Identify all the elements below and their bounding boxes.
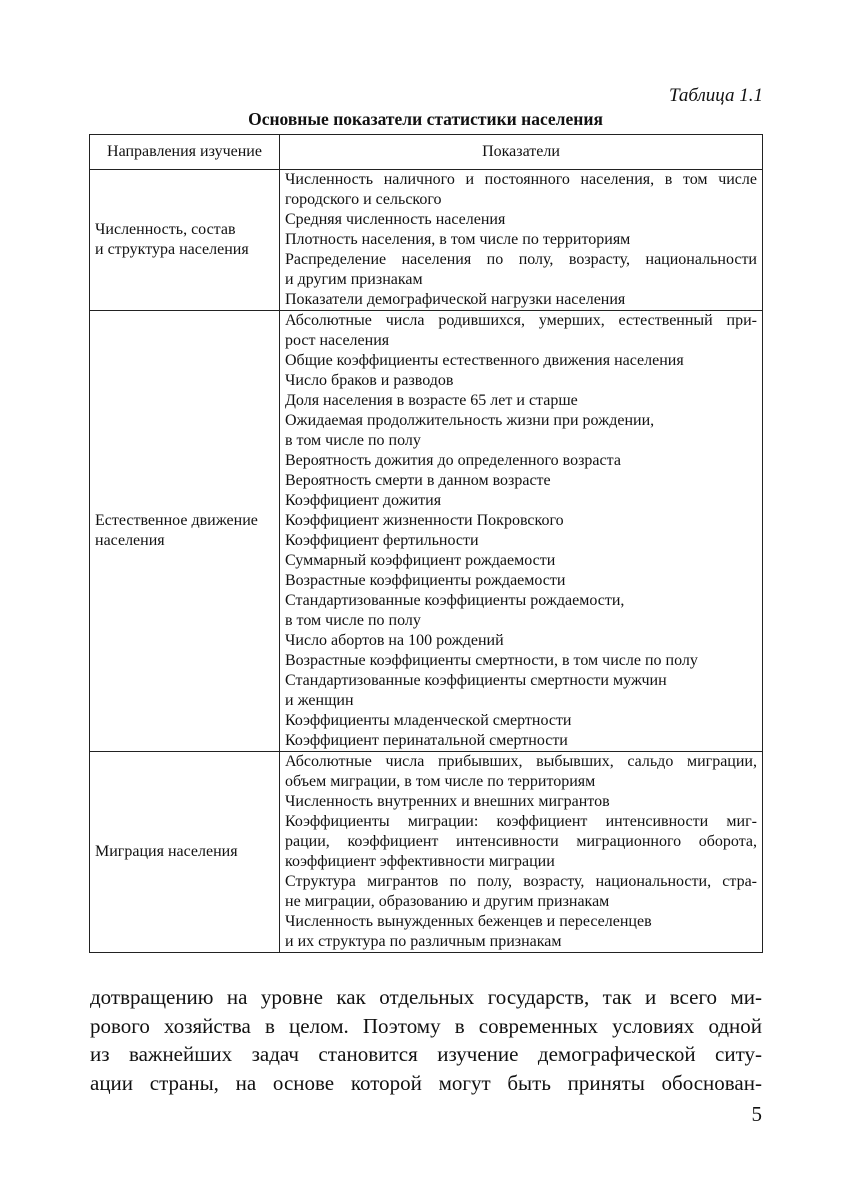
indicator-line: Суммарный коэффициент рождаемости bbox=[285, 552, 556, 569]
page-number: 5 bbox=[751, 1102, 762, 1126]
indicator-line: городского и сельского bbox=[285, 191, 442, 208]
direction-line: Численность, состав bbox=[95, 221, 236, 238]
indicator-line: и женщин bbox=[285, 692, 354, 709]
table-row bbox=[90, 752, 763, 953]
indicator-line: Коэффициенты младенческой смертности bbox=[285, 712, 572, 729]
indicator-line: объем миграции, в том числе по территориям bbox=[285, 773, 596, 790]
indicator-line: Вероятность дожития до определенного возраста bbox=[285, 452, 621, 469]
indicators-cell bbox=[280, 752, 763, 953]
indicator-line: рации, коэффициент интенсивности миграционного оборота, bbox=[285, 833, 757, 850]
indicator-line: Ожидаемая продолжительность жизни при рождении, bbox=[285, 412, 655, 429]
direction-cell bbox=[90, 170, 280, 311]
indicator-line: Абсолютные числа родившихся, умерших, естественный при- bbox=[285, 312, 757, 329]
table-row bbox=[90, 170, 763, 311]
indicator-line: коэффициент эффективности миграции bbox=[285, 853, 555, 870]
indicator-line: Стандартизованные коэффициенты рождаемости, bbox=[285, 592, 625, 609]
body-paragraph bbox=[90, 983, 762, 1097]
indicator-line: Число браков и разводов bbox=[285, 372, 454, 389]
body-line: из важнейших задач становится изучение демографической ситу- bbox=[90, 1042, 762, 1066]
indicator-line: Возрастные коэффициенты смертности, в том числе по полу bbox=[285, 652, 698, 669]
indicator-line: Структура мигрантов по полу, возрасту, национальности, стра- bbox=[285, 873, 757, 890]
indicator-line: Коэффициенты миграции: коэффициент интенсивности миг- bbox=[285, 813, 757, 830]
indicator-line: Стандартизованные коэффициенты смертности мужчин bbox=[285, 672, 667, 689]
indicator-line: Число абортов на 100 рождений bbox=[285, 632, 504, 649]
indicator-line: Доля населения в возрасте 65 лет и старше bbox=[285, 392, 578, 409]
indicator-line: в том числе по полу bbox=[285, 612, 421, 629]
body-line: ации страны, на основе которой могут быть приняты обоснован- bbox=[90, 1070, 762, 1095]
indicator-line: Численность наличного и постоянного населения, в том числе bbox=[285, 171, 757, 188]
indicator-line: Возрастные коэффициенты рождаемости bbox=[285, 572, 566, 589]
indicator-line: и их структура по различным признакам bbox=[285, 933, 562, 950]
indicator-line: Средняя численность населения bbox=[285, 211, 506, 228]
table-row bbox=[90, 311, 763, 752]
indicator-line: Абсолютные числа прибывших, выбывших, сальдо миграции, bbox=[285, 753, 757, 770]
indicator-line: Коэффициент фертильности bbox=[285, 532, 479, 549]
indicator-line: не миграции, образованию и другим признакам bbox=[285, 893, 610, 910]
direction-cell bbox=[90, 311, 280, 752]
indicator-line: и другим признакам bbox=[285, 271, 423, 288]
indicator-line: Показатели демографической нагрузки населения bbox=[285, 291, 626, 308]
indicator-line: Плотность населения, в том числе по территориям bbox=[285, 231, 631, 248]
indicator-line: Общие коэффициенты естественного движения населения bbox=[285, 352, 684, 369]
indicator-line: Численность вынужденных беженцев и переселенцев bbox=[285, 913, 652, 930]
direction-line: Миграция населения bbox=[95, 843, 238, 860]
body-line: дотвращению на уровне как отдельных государств, так и всего ми- bbox=[90, 985, 762, 1009]
indicator-line: Коэффициент перинатальной смертности bbox=[285, 732, 568, 749]
indicator-line: Коэффициент жизненности Покровского bbox=[285, 512, 564, 529]
indicator-line: Коэффициент дожития bbox=[285, 492, 442, 509]
table-label: Таблица 1.1 bbox=[669, 85, 763, 106]
body-line: рового хозяйства в целом. Поэтому в современных условиях одной bbox=[90, 1013, 762, 1038]
header-indicators: Показатели bbox=[280, 135, 763, 170]
indicator-line: Распределение населения по полу, возрасту, национальности bbox=[285, 251, 757, 268]
header-direction: Направления изучение bbox=[90, 135, 280, 170]
indicator-line: рост населения bbox=[285, 332, 390, 349]
table-body bbox=[90, 170, 763, 953]
indicator-line: Численность внутренних и внешних мигрантов bbox=[285, 793, 610, 810]
direction-line: населения bbox=[95, 532, 165, 549]
indicators-cell bbox=[280, 311, 763, 752]
indicator-line: Вероятность смерти в данном возрасте bbox=[285, 472, 551, 489]
statistics-table bbox=[89, 134, 763, 953]
direction-line: и структура населения bbox=[95, 241, 249, 258]
direction-cell bbox=[90, 752, 280, 953]
direction-line: Естественное движение bbox=[95, 512, 258, 529]
indicator-line: в том числе по полу bbox=[285, 432, 421, 449]
table-title: Основные показатели статистики населения bbox=[248, 109, 603, 129]
indicators-cell bbox=[280, 170, 763, 311]
table-header-row bbox=[90, 135, 763, 170]
